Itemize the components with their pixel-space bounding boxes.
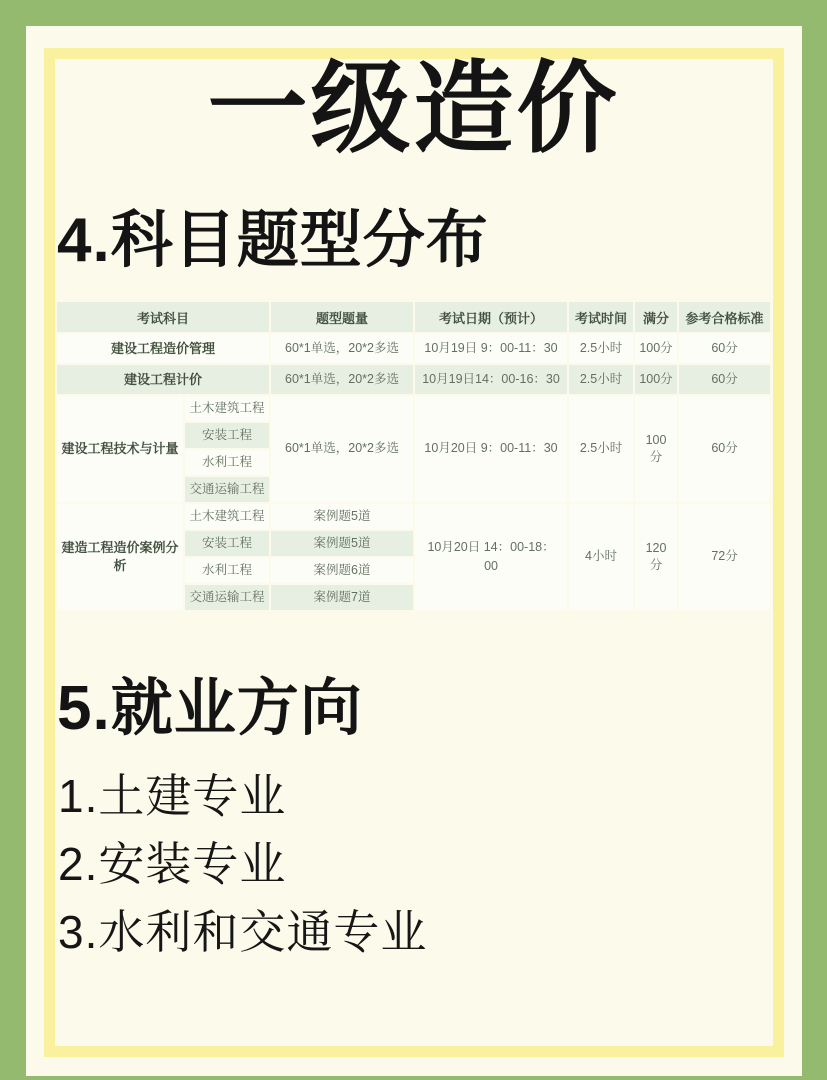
list-item: 1.土建专业 <box>58 770 287 822</box>
exam-schedule-table <box>55 300 772 612</box>
table-row <box>57 365 770 394</box>
section4-heading: 4.科目题型分布 <box>57 206 489 275</box>
subject-cell: 建造工程造价案例分析 <box>57 504 183 610</box>
duration-cell: 2.5小时 <box>569 365 633 394</box>
table-row <box>57 396 770 421</box>
full-score-cell: 100分 <box>635 365 677 394</box>
header-question-types: 题型题量 <box>271 302 413 332</box>
date-cell: 10月19日 9：00-11：30 <box>415 334 567 363</box>
pass-score-cell: 60分 <box>679 334 770 363</box>
specialty-cell: 土木建筑工程 <box>185 396 269 421</box>
page-title: 一级造价 <box>207 53 620 165</box>
table-row <box>57 504 770 529</box>
specialty-cell: 安装工程 <box>185 423 269 448</box>
header-full-score: 满分 <box>635 302 677 332</box>
pass-score-cell: 60分 <box>679 365 770 394</box>
questions-cell: 60*1单选，20*2多选 <box>271 334 413 363</box>
specialty-questions-cell: 案例题5道 <box>271 531 413 556</box>
full-score-text: 100分 <box>645 432 667 464</box>
specialty-cell: 交通运输工程 <box>185 477 269 502</box>
date-cell <box>415 504 567 610</box>
questions-cell: 60*1单选，20*2多选 <box>271 365 413 394</box>
subject-cell: 建设工程造价管理 <box>57 334 269 363</box>
specialty-cell: 安装工程 <box>185 531 269 556</box>
specialty-questions-cell: 案例题5道 <box>271 504 413 529</box>
specialty-cell: 水利工程 <box>185 558 269 583</box>
full-score-cell <box>635 504 677 610</box>
list-item: 3.水利和交通专业 <box>58 906 428 958</box>
specialty-cell: 土木建筑工程 <box>185 504 269 529</box>
full-score-cell: 100分 <box>635 334 677 363</box>
date-cell: 10月20日 9：00-11：30 <box>415 396 567 502</box>
date-text: 10月20日 14：00-18：00 <box>427 540 555 573</box>
header-pass-standard: 参考合格标准 <box>679 302 770 332</box>
duration-cell: 2.5小时 <box>569 334 633 363</box>
header-exam-duration: 考试时间 <box>569 302 633 332</box>
full-score-cell <box>635 396 677 502</box>
date-cell: 10月19日14：00-16：30 <box>415 365 567 394</box>
pass-score-cell: 72分 <box>679 504 770 610</box>
table-row <box>57 334 770 363</box>
list-item: 2.安装专业 <box>58 838 287 890</box>
specialty-cell: 交通运输工程 <box>185 585 269 610</box>
employment-list <box>58 770 428 977</box>
specialty-questions-cell: 案例题7道 <box>271 585 413 610</box>
header-exam-date: 考试日期（预计） <box>415 302 567 332</box>
subject-cell: 建设工程计价 <box>57 365 269 394</box>
duration-cell: 4小时 <box>569 504 633 610</box>
questions-cell: 60*1单选，20*2多选 <box>271 396 413 502</box>
full-score-text: 120分 <box>645 540 667 572</box>
subject-cell: 建设工程技术与计量 <box>57 396 183 502</box>
table-header-row <box>57 302 770 332</box>
duration-cell: 2.5小时 <box>569 396 633 502</box>
section5-heading: 5.就业方向 <box>57 674 363 743</box>
specialty-cell: 水利工程 <box>185 450 269 475</box>
specialty-questions-cell: 案例题6道 <box>271 558 413 583</box>
pass-score-cell: 60分 <box>679 396 770 502</box>
header-exam-subject: 考试科目 <box>57 302 269 332</box>
